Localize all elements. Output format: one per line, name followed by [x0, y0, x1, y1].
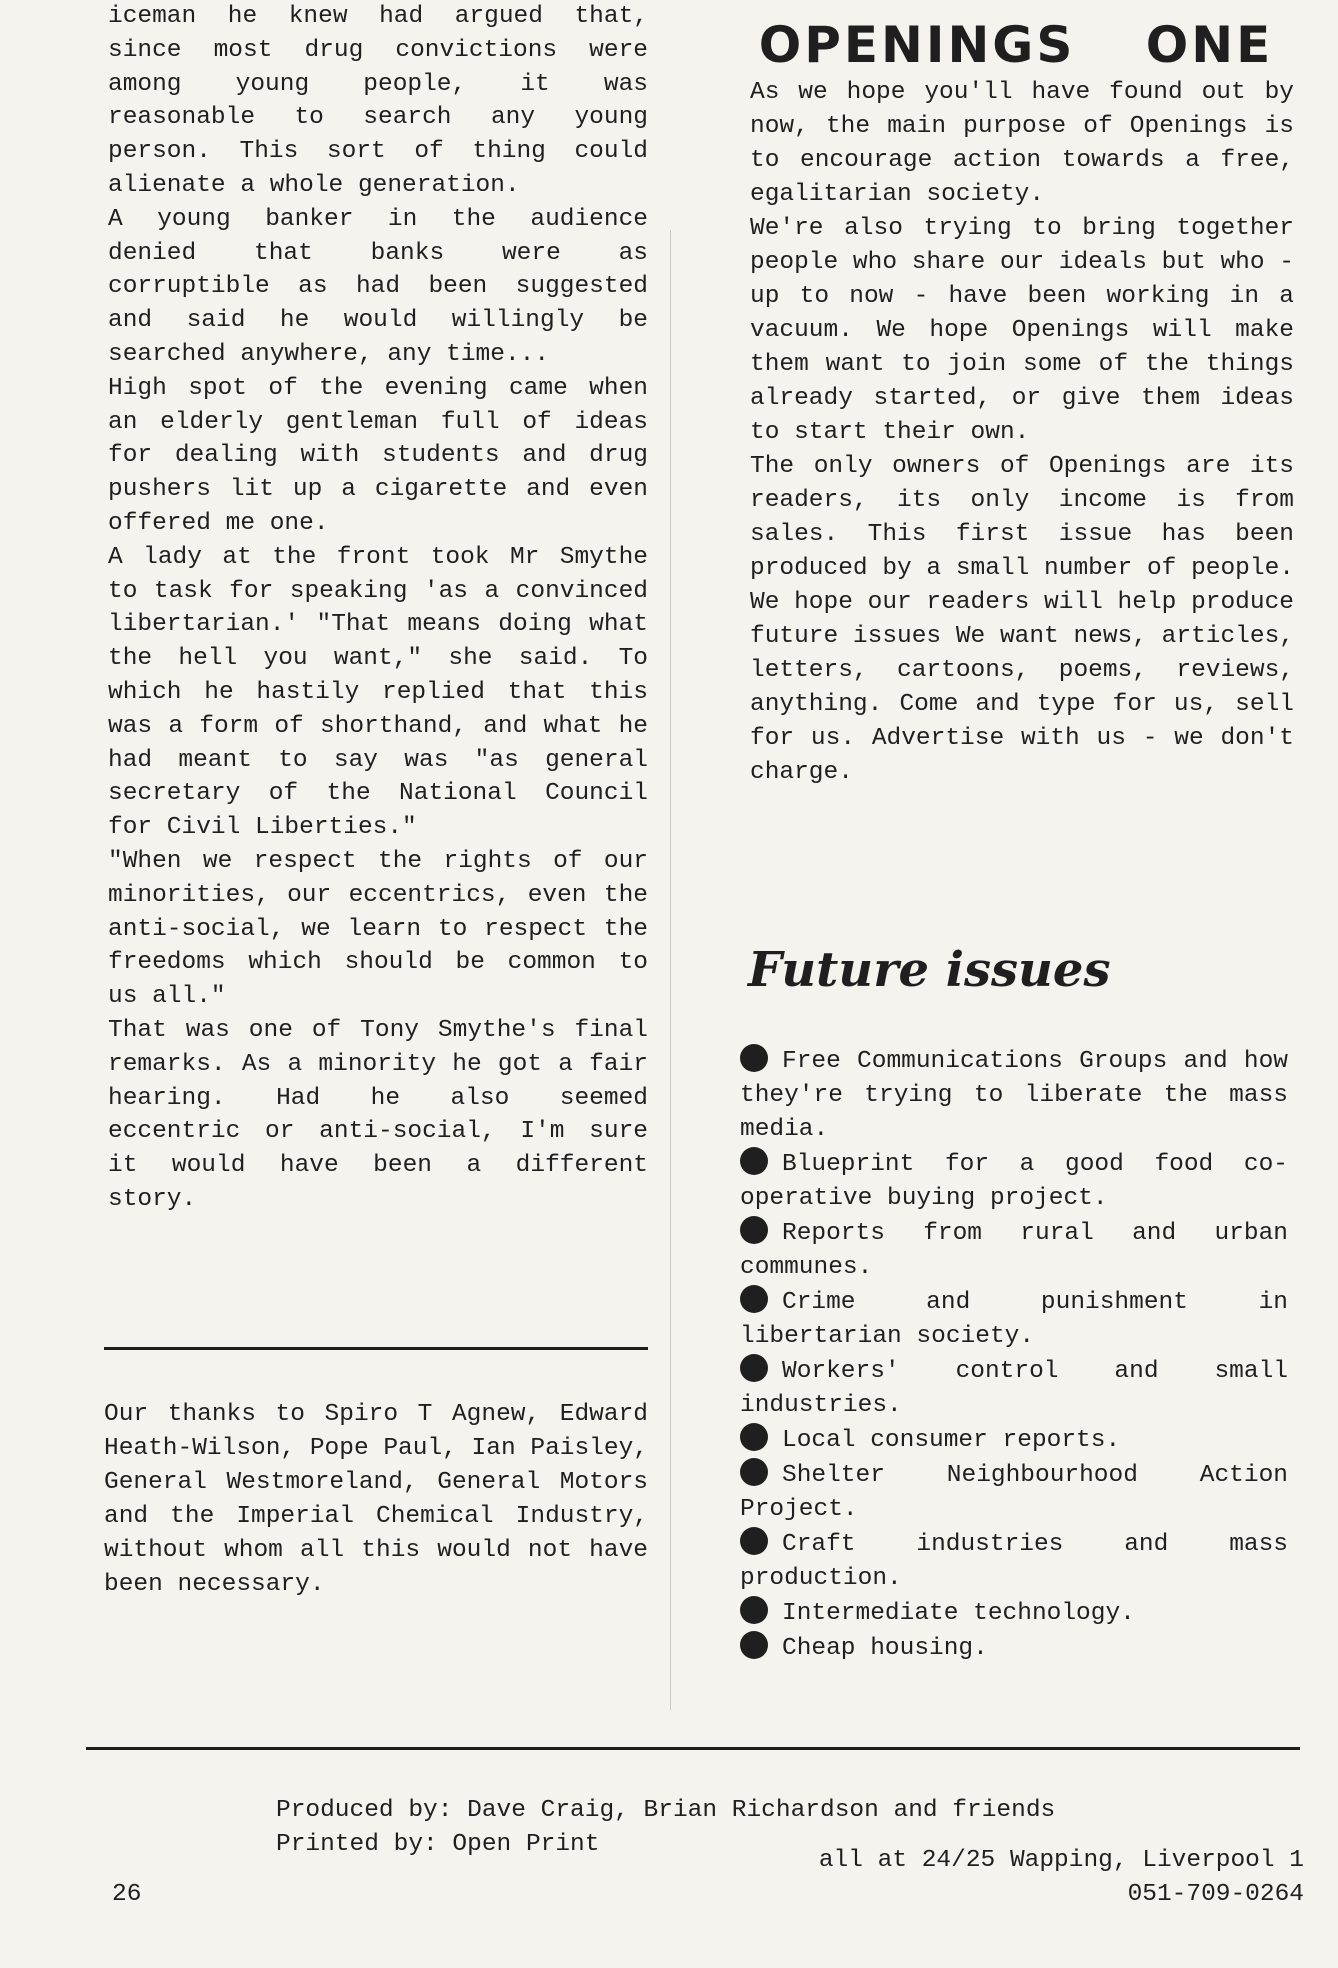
bullet-icon — [740, 1147, 768, 1175]
list-item-text: Workers' control and small industries. — [740, 1358, 1288, 1419]
article-paragraph: That was one of Tony Smythe's final remarks. As a minority he got a fair hearing. Had he also seemed eccentric or anti-social, I'm sure it would have been a different story. — [108, 1016, 648, 1213]
editorial-paragraph: The only owners of Openings are its readers, its only income is from sales. This first issue has been produced by a small number of people. We hope our readers will help produce future issues We want news, articles, letters, cartoons, poems, reviews, anything. Come and type for us, sell for us. Advertise with us - we don't charge. — [750, 453, 1294, 786]
bullet-icon — [740, 1354, 768, 1382]
bullet-icon — [740, 1631, 768, 1659]
footer-divider — [86, 1747, 1300, 1750]
list-item — [740, 1044, 1288, 1147]
list-item-text: Shelter Neighbourhood Action Project. — [740, 1462, 1288, 1523]
phone-number: 051-709-0264 — [1127, 1881, 1304, 1908]
address-line: all at 24/25 Wapping, Liverpool 1 — [818, 1847, 1304, 1874]
right-column — [738, 0, 1294, 790]
editorial-paragraph: As we hope you'll have found out by now, the main purpose of Openings is to encourage action towards a free, egalitarian society. — [750, 79, 1294, 208]
editorial-intro — [750, 76, 1294, 790]
printed-by: Printed by: Open Print — [276, 1831, 600, 1858]
list-item-text: Local consumer reports. — [782, 1427, 1121, 1454]
list-item-text: Blueprint for a good food co-operative buying project. — [740, 1151, 1288, 1212]
produced-by: Produced by: Dave Craig, Brian Richardson and friends — [276, 1797, 1056, 1824]
article-paragraph: A lady at the front took Mr Smythe to task for speaking 'as a convinced libertarian.' "That means doing what the hell you want," she said. To which he hastily replied that this was a form of shorthand, and what he had meant to say was "as general secretary of the National Council for Civil Liberties." — [108, 543, 648, 842]
page-title: OPENINGS ONE — [758, 16, 1274, 74]
list-item — [740, 1458, 1288, 1527]
bullet-icon — [740, 1596, 768, 1624]
list-item-text: Cheap housing. — [782, 1635, 988, 1662]
list-item — [740, 1596, 1288, 1631]
bullet-icon — [740, 1044, 768, 1072]
article-paragraph: A young banker in the audience denied that banks were as corruptible as had been suggested and said he would willingly be searched anywhere, any time... — [108, 205, 648, 368]
bullet-icon — [740, 1458, 768, 1486]
list-item-text: Crime and punishment in libertarian society. — [740, 1289, 1288, 1350]
article-paragraph: "When we respect the rights of our minorities, our eccentrics, even the anti-social, we learn to respect the freedoms which should be common to us all." — [108, 847, 648, 1011]
list-item-text: Intermediate technology. — [782, 1600, 1135, 1627]
list-item-text: Reports from rural and urban communes. — [740, 1220, 1288, 1281]
editorial-paragraph: We're also trying to bring together people who share our ideals but who - up to now - have been working in a vacuum. We hope Openings will make them want to join some of the things already started, or give them ideas to start their own. — [750, 215, 1294, 446]
article-paragraph: iceman he knew had argued that, since most drug convictions were among young people, it was reasonable to search any young person. This sort of thing could alienate a whole generation. — [108, 3, 648, 199]
column-divider — [670, 230, 671, 1710]
article-paragraph: High spot of the evening came when an elderly gentleman full of ideas for dealing with students and drug pushers lit up a cigarette and even offered me one. — [108, 374, 648, 537]
contact-address — [732, 1844, 1304, 1912]
left-column — [108, 0, 648, 1217]
list-item-text: Craft industries and mass production. — [740, 1531, 1288, 1592]
bullet-icon — [740, 1216, 768, 1244]
list-item — [740, 1216, 1288, 1285]
future-issues-heading: Future issues — [748, 942, 1111, 998]
bullet-icon — [740, 1285, 768, 1313]
list-item — [740, 1631, 1288, 1666]
section-divider — [104, 1347, 648, 1350]
list-item — [740, 1285, 1288, 1354]
list-item — [740, 1527, 1288, 1596]
page-number: 26 — [112, 1881, 142, 1908]
future-issues-list — [740, 1044, 1288, 1666]
bullet-icon — [740, 1527, 768, 1555]
list-item — [740, 1147, 1288, 1216]
list-item — [740, 1423, 1288, 1458]
list-item-text: Free Communications Groups and how they're trying to liberate the mass media. — [740, 1048, 1288, 1143]
thanks-paragraph: Our thanks to Spiro T Agnew, Edward Heath-Wilson, Pope Paul, Ian Paisley, General Westmoreland, General Motors and the Imperial Chemical Industry, without whom all this would not have been necessary. — [104, 1401, 648, 1598]
list-item — [740, 1354, 1288, 1423]
bullet-icon — [740, 1423, 768, 1451]
